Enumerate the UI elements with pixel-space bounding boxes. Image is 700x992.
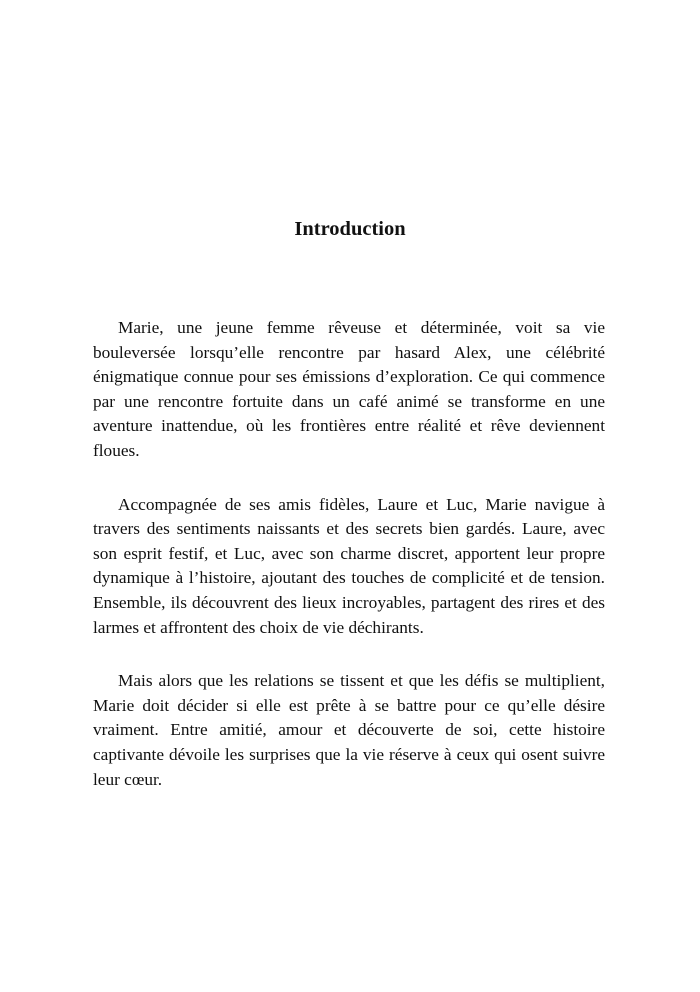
paragraph-3: Mais alors que les relations se tissent et que les défis se multiplient, Marie doit décider si elle est prête à se battre pour ce qu’elle désire vraiment. Entre amitié, amour et découverte de soi, cette histoire captivante dévoile les surprises que la vie réserve à ceux qui osent suivre leur cœur. [93, 671, 605, 789]
page-title: Introduction [294, 218, 406, 240]
paragraph-1: Marie, une jeune femme rêveuse et déterminée, voit sa vie bouleversée lorsqu’elle rencontre par hasard Alex, une célébrité énigmatique connue pour ses émissions d’exploration. Ce qui commence par une rencontre fortuite dans un café animé se transforme en une aventure inattendue, où les frontières entre réalité et rêve deviennent floues. [93, 318, 605, 460]
body-text [93, 316, 605, 821]
paragraph-2: Accompagnée de ses amis fidèles, Laure et Luc, Marie navigue à travers des sentiments naissants et des secrets bien gardés. Laure, avec son esprit festif, et Luc, avec son charme discret, apportent leur propre dynamique à l’histoire, ajoutant des touches de complicité et de tension. Ensemble, ils découvrent des lieux incroyables, partagent des rires et des larmes et affrontent des choix de vie déchirants. [93, 494, 605, 637]
